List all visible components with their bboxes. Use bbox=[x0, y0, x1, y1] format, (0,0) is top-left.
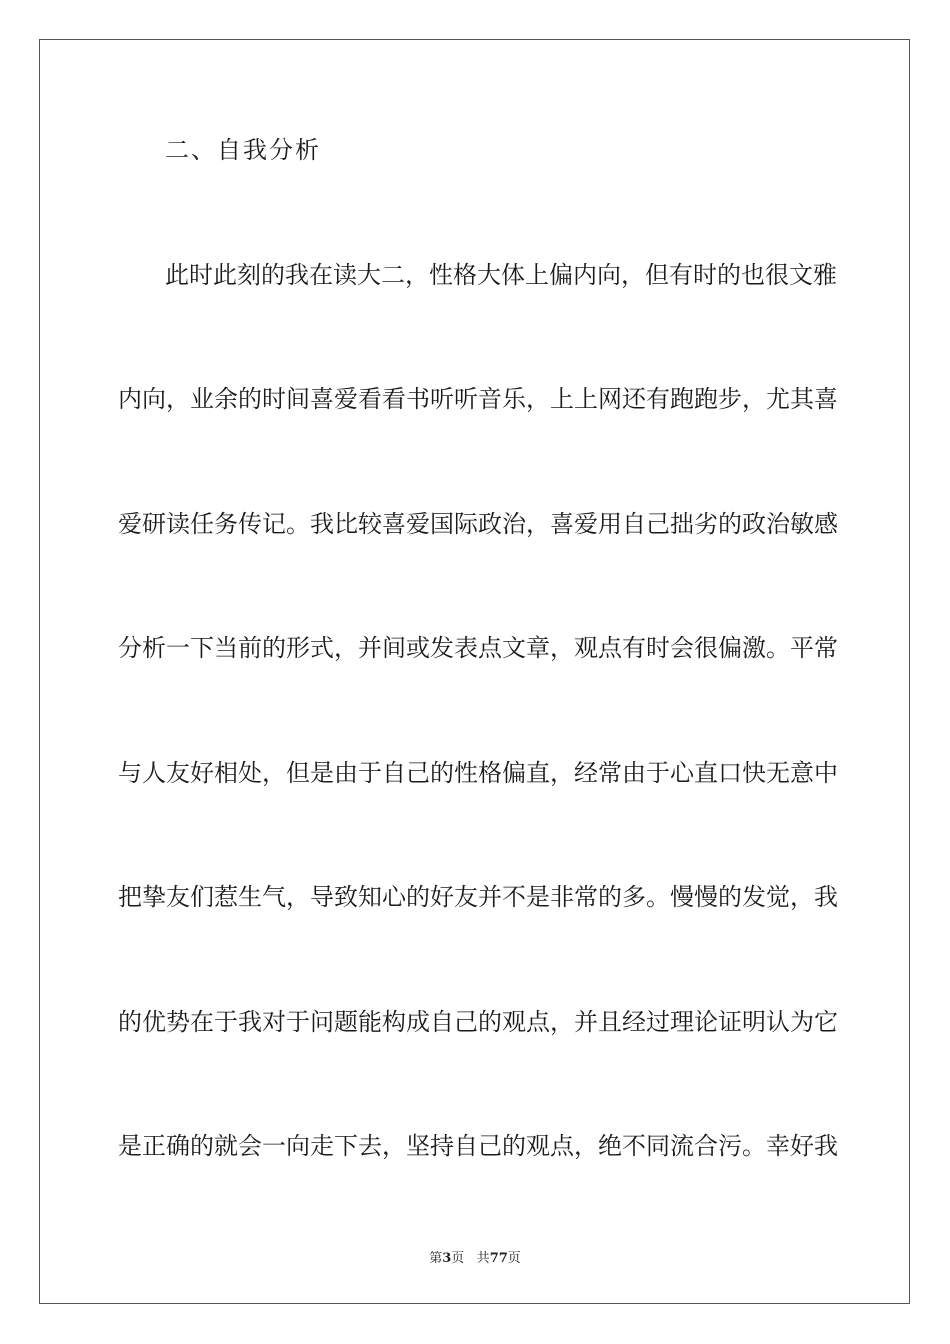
footer-page-number: 3 bbox=[442, 1251, 452, 1266]
footer-page-prefix: 第 bbox=[429, 1251, 443, 1266]
body-line-1: 此时此刻的我在读大二，性格大体上偏内向，但有时的也很文雅 bbox=[165, 261, 837, 289]
body-line-2: 内向，业余的时间喜爱看看书听听音乐，上上网还有跑跑步，尤其喜 bbox=[118, 385, 838, 413]
body-line-5: 与人友好相处，但是由于自己的性格偏直，经常由于心直口快无意中 bbox=[118, 759, 838, 787]
body-line-4: 分析一下当前的形式，并间或发表点文章，观点有时会很偏激。平常 bbox=[118, 634, 838, 662]
body-line-3: 爱研读任务传记。我比较喜爱国际政治，喜爱用自己拙劣的政治敏感 bbox=[118, 510, 838, 538]
body-line-8: 是正确的就会一向走下去，坚持自己的观点，绝不同流合污。幸好我 bbox=[118, 1132, 838, 1160]
footer-total-suffix: 页 bbox=[507, 1251, 521, 1266]
page-footer bbox=[0, 1247, 950, 1266]
page-border bbox=[39, 39, 910, 1304]
body-line-6: 把挚友们惹生气，导致知心的好友并不是非常的多。慢慢的发觉，我 bbox=[118, 883, 838, 911]
footer-total-prefix: 共 bbox=[476, 1251, 490, 1266]
body-line-7: 的优势在于我对于问题能构成自己的观点，并且经过理论证明认为它 bbox=[118, 1008, 838, 1036]
footer-page-suffix: 页 bbox=[451, 1251, 465, 1266]
section-heading: 二、自我分析 bbox=[165, 136, 321, 164]
footer-total-pages: 77 bbox=[489, 1251, 508, 1266]
